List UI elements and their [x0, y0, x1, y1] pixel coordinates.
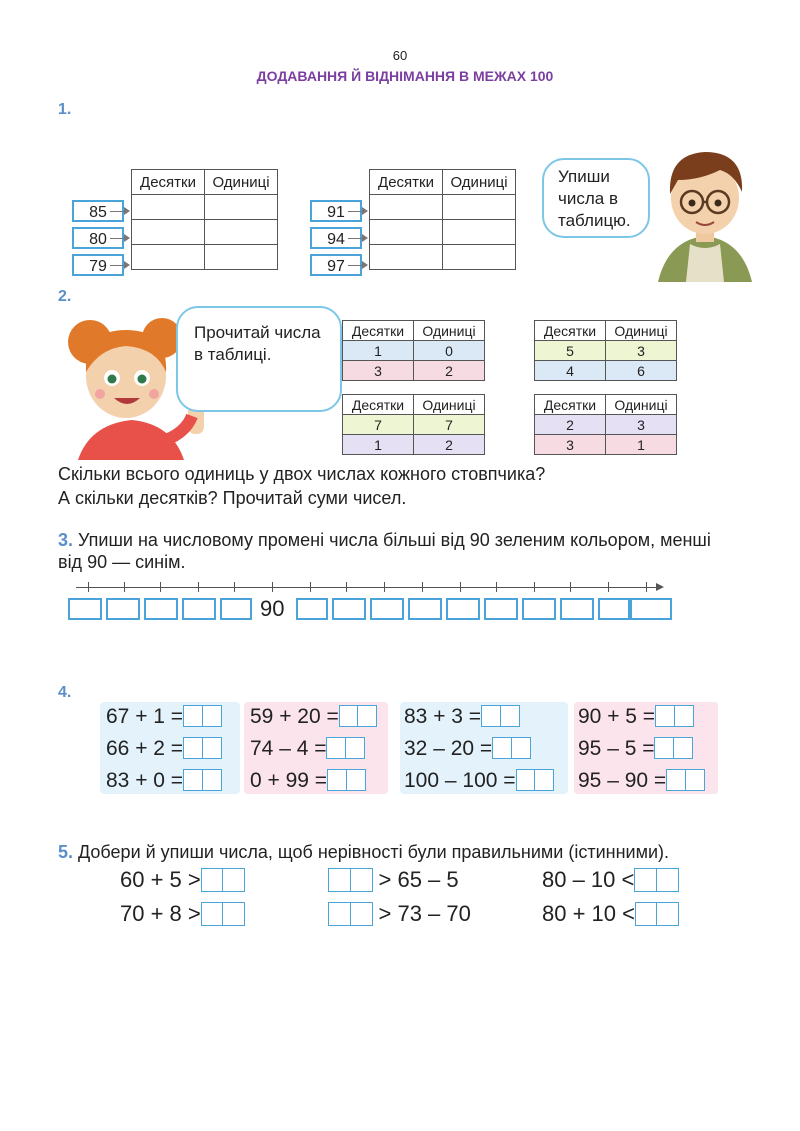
answer-box[interactable]	[201, 902, 246, 928]
header-units: Одиниці	[443, 170, 516, 195]
bubble-line: Упиши	[558, 167, 610, 186]
answer-cell[interactable]	[205, 195, 278, 220]
table-cell: 5	[535, 341, 606, 361]
inequality-text: > 65 – 5	[378, 867, 459, 892]
answer-cell[interactable]	[205, 245, 278, 270]
place-value-table-right	[369, 169, 516, 270]
task1-number-box: 80	[72, 227, 124, 249]
expression	[250, 737, 365, 761]
task2-question-1: Скільки всього одиниць у двох числах кожного стовпчика?	[58, 464, 546, 484]
table-cell: 6	[606, 361, 677, 381]
expression	[250, 769, 366, 793]
inequality-text: 80 + 10 <	[542, 901, 635, 926]
expression-text: 83 + 0 =	[106, 769, 184, 792]
expression	[250, 705, 377, 729]
task3-instruction: Упиши на числовому промені числа більші від 90 зеленим кольором, менші	[78, 530, 711, 550]
task2-question-2: А скільки десятків? Прочитай суми чисел.	[58, 488, 407, 508]
expression-text: 100 – 100 =	[404, 769, 516, 792]
expression-text: 90 + 5 =	[578, 705, 656, 728]
task3-text-line2: від 90 — синім.	[58, 552, 186, 572]
header-tens: Десятки	[535, 321, 606, 341]
answer-box[interactable]	[492, 737, 531, 761]
answer-cell[interactable]	[132, 245, 205, 270]
task5-instruction: Добери й упиши числа, щоб нерівності були правильними (істинними).	[78, 842, 669, 862]
number-line-arrow-icon	[656, 583, 664, 591]
answer-cell[interactable]	[443, 245, 516, 270]
bubble-line: таблицю.	[558, 211, 631, 230]
expression	[106, 705, 222, 729]
inequality	[542, 901, 679, 928]
inequality	[542, 867, 679, 894]
header-tens: Десятки	[535, 395, 606, 415]
table-cell: 3	[343, 361, 414, 381]
number-line-answer-box[interactable]	[296, 598, 328, 620]
number-line-answer-box[interactable]	[484, 598, 518, 620]
number-line-answer-box[interactable]	[370, 598, 404, 620]
number-line-answer-box[interactable]	[106, 598, 140, 620]
answer-box[interactable]	[326, 737, 365, 761]
table-cell: 1	[343, 435, 414, 455]
answer-box[interactable]	[654, 737, 693, 761]
number-line-tick	[496, 582, 497, 592]
table-cell: 3	[606, 415, 677, 435]
number-line-tick	[88, 582, 89, 592]
speech-bubble-girl	[176, 306, 342, 412]
header-units: Одиниці	[606, 395, 677, 415]
expression-text: 66 + 2 =	[106, 737, 184, 760]
number-line-answer-box[interactable]	[446, 598, 480, 620]
answer-box[interactable]	[666, 769, 705, 793]
answer-box[interactable]	[339, 705, 378, 729]
expression-text: 95 – 5 =	[578, 737, 655, 760]
bubble-line: Прочитай числа	[194, 323, 321, 342]
number-table-2	[534, 320, 677, 381]
number-line-tick	[160, 582, 161, 592]
bubble-line: числа в	[558, 189, 618, 208]
inequality	[328, 867, 459, 894]
answer-cell[interactable]	[132, 195, 205, 220]
number-line-tick	[124, 582, 125, 592]
expression-text: 32 – 20 =	[404, 737, 493, 760]
arrow-icon	[348, 265, 366, 266]
number-line-answer-box[interactable]	[182, 598, 216, 620]
number-line-answer-box[interactable]	[68, 598, 102, 620]
number-line-tick	[272, 582, 273, 592]
table-cell: 1	[606, 435, 677, 455]
expression	[106, 769, 222, 793]
answer-box[interactable]	[328, 902, 373, 928]
expression	[404, 705, 520, 729]
task1-number: 1.	[58, 101, 72, 118]
expression-text: 0 + 99 =	[250, 769, 328, 792]
expression	[578, 737, 693, 761]
inequality-text: 80 – 10 <	[542, 867, 635, 892]
task5-number: 5.	[58, 842, 74, 862]
task1-number-box: 85	[72, 200, 124, 222]
expression	[404, 769, 554, 793]
page-title: ДОДАВАННЯ Й ВІДНІМАННЯ В МЕЖАХ 100	[256, 68, 554, 84]
task5-text	[58, 840, 669, 864]
expression	[404, 737, 531, 761]
number-line-tick	[646, 582, 647, 592]
inequality-text: 70 + 8 >	[120, 901, 201, 926]
arrow-icon	[348, 211, 366, 212]
number-line-tick	[234, 582, 235, 592]
arrow-icon	[110, 238, 128, 239]
number-table-4	[534, 394, 677, 455]
header-tens: Десятки	[343, 321, 414, 341]
number-line-answer-box[interactable]	[598, 598, 632, 620]
table-cell: 7	[343, 415, 414, 435]
header-units: Одиниці	[414, 321, 485, 341]
expression	[578, 769, 705, 793]
number-line-answer-box[interactable]	[220, 598, 252, 620]
answer-box[interactable]	[634, 868, 679, 894]
answer-box[interactable]	[635, 902, 680, 928]
expression	[106, 737, 222, 761]
task1-number-box: 91	[310, 200, 362, 222]
number-line-tick	[384, 582, 385, 592]
table-cell: 7	[414, 415, 485, 435]
task1-number-box: 79	[72, 254, 124, 276]
number-line-tick	[422, 582, 423, 592]
page-number: 60	[392, 48, 408, 63]
task4-number: 4.	[58, 684, 72, 701]
table-cell: 1	[343, 341, 414, 361]
task1-number-box: 94	[310, 227, 362, 249]
table-cell: 2	[414, 361, 485, 381]
expression-text: 83 + 3 =	[404, 705, 482, 728]
answer-box[interactable]	[481, 705, 520, 729]
header-units: Одиниці	[606, 321, 677, 341]
table-cell: 3	[606, 341, 677, 361]
inequality-text: 60 + 5 >	[120, 867, 201, 892]
answer-cell[interactable]	[443, 220, 516, 245]
number-line-center-value: 90	[260, 596, 285, 621]
expression-text: 95 – 90 =	[578, 769, 667, 792]
bubble-line: в таблиці.	[194, 345, 272, 364]
table-cell: 3	[535, 435, 606, 455]
number-line-tick	[460, 582, 461, 592]
number-line-tick	[198, 582, 199, 592]
header-tens: Десятки	[370, 170, 443, 195]
answer-cell[interactable]	[132, 220, 205, 245]
answer-cell[interactable]	[443, 195, 516, 220]
answer-box[interactable]	[183, 769, 222, 793]
number-line-answer-box[interactable]	[144, 598, 178, 620]
expression-text: 59 + 20 =	[250, 705, 339, 728]
number-line-tick	[608, 582, 609, 592]
answer-box[interactable]	[327, 769, 366, 793]
speech-bubble-boy	[542, 158, 650, 238]
number-line-tick	[310, 582, 311, 592]
answer-box[interactable]	[183, 705, 222, 729]
answer-cell[interactable]	[370, 220, 443, 245]
header-units: Одиниці	[205, 170, 278, 195]
number-line-tick	[346, 582, 347, 592]
table-cell: 0	[414, 341, 485, 361]
number-line-answer-box[interactable]	[408, 598, 442, 620]
number-line-answer-box[interactable]	[332, 598, 366, 620]
answer-box[interactable]	[183, 737, 222, 761]
arrow-icon	[348, 238, 366, 239]
place-value-table-left	[131, 169, 278, 270]
task2-number: 2.	[58, 288, 72, 305]
number-line-answer-box[interactable]	[628, 598, 672, 620]
expression-text: 67 + 1 =	[106, 705, 184, 728]
number-table-1	[342, 320, 485, 381]
answer-box[interactable]	[516, 769, 555, 793]
header-tens: Десятки	[132, 170, 205, 195]
number-line-tick	[534, 582, 535, 592]
task1-number-box: 97	[310, 254, 362, 276]
header-tens: Десятки	[343, 395, 414, 415]
answer-cell[interactable]	[370, 195, 443, 220]
header-units: Одиниці	[414, 395, 485, 415]
table-cell: 2	[535, 415, 606, 435]
task3-number: 3.	[58, 530, 74, 550]
number-table-3	[342, 394, 485, 455]
answer-cell[interactable]	[205, 220, 278, 245]
answer-box[interactable]	[328, 868, 373, 894]
answer-cell[interactable]	[370, 245, 443, 270]
boy-illustration	[650, 140, 760, 282]
number-line	[76, 587, 662, 588]
answer-box[interactable]	[201, 868, 246, 894]
arrow-icon	[110, 265, 128, 266]
expression	[578, 705, 694, 729]
task3-text-line1	[58, 528, 711, 552]
arrow-icon	[110, 211, 128, 212]
expression-text: 74 – 4 =	[250, 737, 327, 760]
table-cell: 2	[414, 435, 485, 455]
table-cell: 4	[535, 361, 606, 381]
inequality	[120, 867, 245, 894]
inequality	[328, 901, 471, 928]
number-line-answer-box[interactable]	[522, 598, 556, 620]
answer-box[interactable]	[655, 705, 694, 729]
inequality-text: > 73 – 70	[378, 901, 471, 926]
number-line-answer-box[interactable]	[560, 598, 594, 620]
number-line-tick	[570, 582, 571, 592]
inequality	[120, 901, 245, 928]
